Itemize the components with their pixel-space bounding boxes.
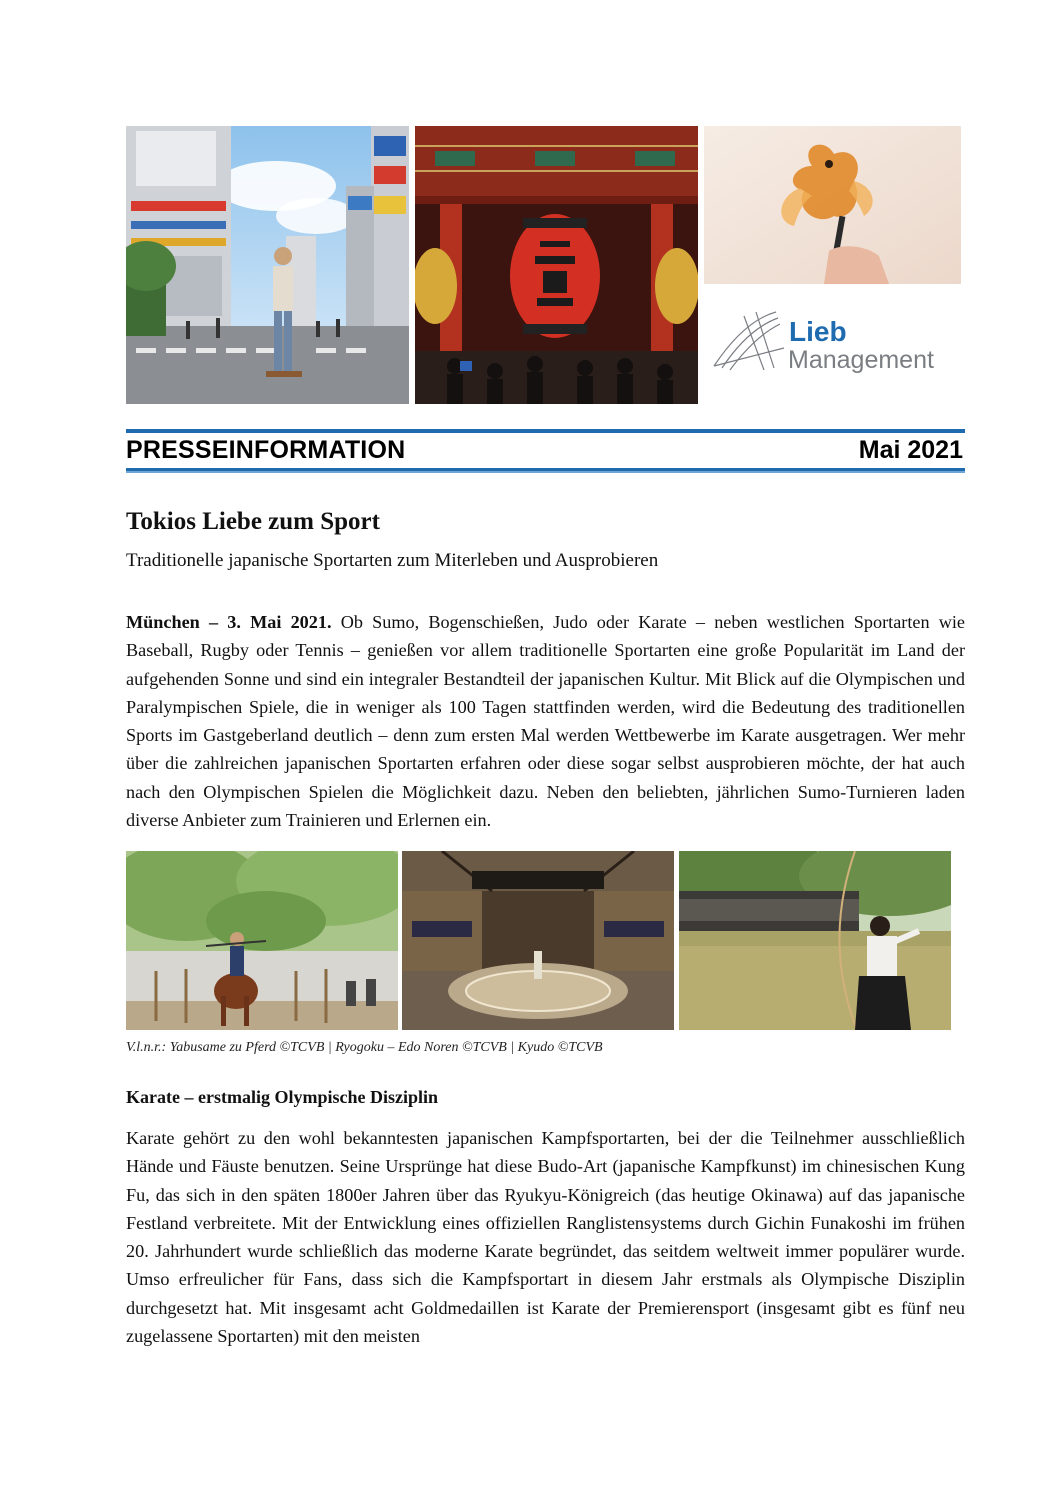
- photo-kyudo: [679, 851, 951, 1030]
- section-paragraph-karate: Karate gehört zu den wohl bekanntesten japanischen Kampfsportarten, bei der die Teilnehmer ausschließlich Hände und Fäuste benutzen. Seine Ursprünge hat diese Budo-Art (japanische Kampfkunst) im chinesischen Kung Fu, das sich in den späten 1800er Jahren über das Ryukyu-Königreich (das heutige Okinawa) auf das japanische Festland verbreitete. Mit der Entwicklung eines offiziellen Ranglistensystems durch Gichin Funakoshi im frühen 20. Jahrhundert wurde schließlich das moderne Karate begründet, das seitdem weltweit immer populärer wurde. Umso erfreulicher für Fans, dass sich die Kampfsportart in diesem Jahr erstmals als Olympische Disziplin durchgesetzt hat. Mit insgesamt acht Goldmedaillen ist Karate der Premierensport (insgesamt gibt es fünf neu zugelassene Sportarten) mit den meisten: [126, 1128, 965, 1347]
- photo-sensoji-lantern: [415, 126, 698, 404]
- logo-line1: Lieb: [789, 316, 847, 347]
- article-subtitle: Traditionelle japanische Sportarten zum Miterleben und Ausprobieren: [126, 550, 659, 571]
- header-rule-top: [126, 429, 965, 433]
- photo-caption: V.l.n.r.: Yabusame zu Pferd ©TCVB | Ryogoku – Edo Noren ©TCVB | Kyudo ©TCVB: [126, 1040, 603, 1055]
- logo-line2: Management: [788, 346, 934, 374]
- header-rule-bottom-light: [126, 471, 965, 473]
- press-date: Mai 2021: [858, 436, 963, 464]
- photo-yabusame: [126, 851, 398, 1030]
- lieb-management-logo: [704, 296, 961, 404]
- article-title: Tokios Liebe zum Sport: [126, 508, 380, 535]
- intro-text: Ob Sumo, Bogenschießen, Judo oder Karate – neben westlichen Sportarten wie Baseball, Rugby oder Tennis – genießen vor allem traditionelle Sportarten eine große Popularität im Land der aufgehenden Sonne und sind ein integraler Bestandteil der japanischen Kultur. Mit Blick auf die Olympischen und Paralympischen Spiele, die in weniger als 100 Tagen stattfinden werden, wird die Bedeutung des traditionellen Sports im Gastgeberland deutlich – denn zum ersten Mal werden Wettbewerbe im Karate ausgetragen. Wer mehr über die zahlreichen japanischen Sportarten erfahren oder diese sogar selbst ausprobieren möchte, der hat auch nach den Olympischen Spielen die Möglichkeit dazu. Neben den beliebten, jährlichen Sumo-Turnieren laden diverse Anbieter zum Trainieren und Erlernen ein.: [126, 612, 965, 831]
- photo-shibuya-crossing: [126, 126, 409, 404]
- intro-paragraph: [126, 608, 965, 834]
- press-label: PRESSEINFORMATION: [126, 436, 406, 464]
- dateline: München – 3. Mai 2021.: [126, 612, 332, 632]
- photo-ryogoku-edo-noren: [402, 851, 674, 1030]
- section-heading-karate: Karate – erstmalig Olympische Disziplin: [126, 1087, 438, 1107]
- photo-goldfish-candy: [704, 126, 961, 284]
